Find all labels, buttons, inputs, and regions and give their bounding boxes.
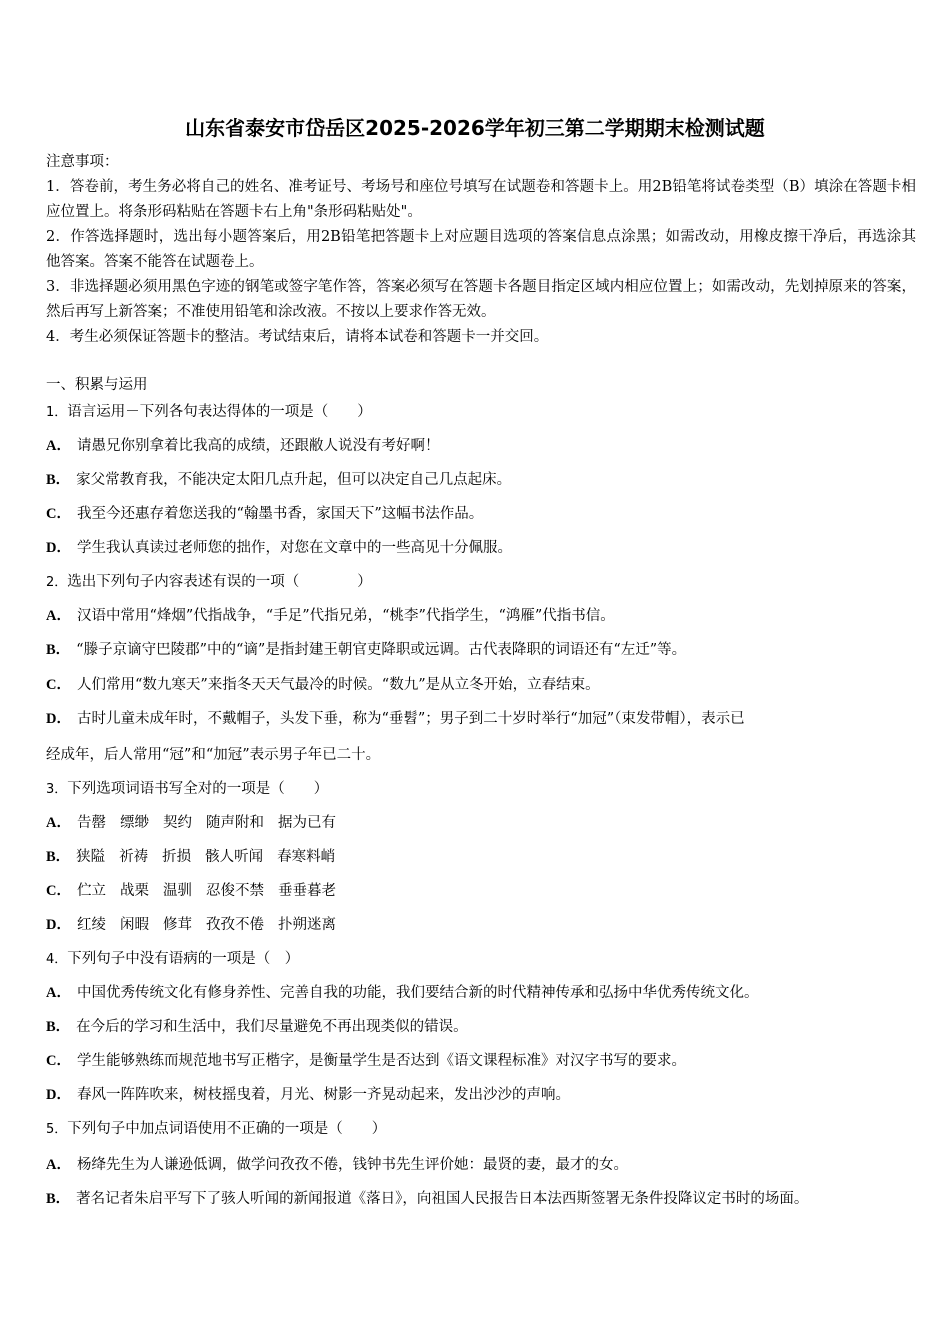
question-2-option-d-continued: 经成年，后人常用“冠”和“加冠”表示男子年已二十。	[46, 747, 381, 763]
question-number: 3．	[46, 782, 68, 797]
option-text: 著名记者朱启平写下了骇人听闻的新闻报道《落日》，向祖国人民报告日本法西斯签署无条件投降议定书时的场面。	[76, 1191, 809, 1207]
option-word: 契约	[162, 815, 192, 831]
question-2-option-d	[46, 707, 745, 728]
option-letter: D．	[46, 917, 71, 933]
section-heading: 一、积累与运用	[46, 377, 148, 393]
question-2-option-c	[46, 673, 600, 694]
question-4-option-a	[46, 981, 758, 1002]
option-letter: D．	[46, 711, 71, 727]
option-letter: D．	[46, 540, 71, 556]
question-5-stem	[46, 1117, 386, 1138]
option-letter: C．	[46, 506, 71, 522]
question-text: 语言运用－下列各句表达得体的一项是（ ）	[67, 404, 372, 420]
option-text: 我至今还惠存着您送我的“翰墨书香，家国天下”这幅书法作品。	[76, 506, 484, 522]
question-1-option-d	[46, 536, 512, 557]
question-text: 下列选项词语书写全对的一项是（ ）	[67, 781, 329, 797]
question-4-stem	[46, 947, 299, 968]
option-word: 扑朔迷离	[277, 917, 336, 933]
question-3-option-b	[46, 845, 349, 866]
option-letter: B．	[46, 642, 71, 658]
question-2-option-a	[46, 604, 615, 625]
option-word: 据为已有	[277, 815, 336, 831]
question-text: 下列句子中加点词语使用不正确的一项是（ ）	[67, 1121, 387, 1137]
option-word: 伫立	[76, 883, 106, 899]
question-number: 5．	[46, 1122, 68, 1137]
question-3-option-d	[46, 913, 350, 934]
option-letter: D．	[46, 1087, 71, 1103]
option-word: 春寒料峭	[277, 849, 336, 865]
question-4-option-b	[46, 1015, 468, 1036]
option-text: 学生能够熟练而规范地书写正楷字，是衡量学生是否达到《语文课程标准》对汉字书写的要求。	[76, 1053, 686, 1069]
option-letter: A．	[46, 438, 71, 454]
question-5-option-a	[46, 1153, 628, 1174]
notes-item: 3．非选择题必须用黑色字迹的钢笔或签字笔作答，答案必须写在答题卡各题目指定区域内相应位置上；如需改动，先划掉原来的答案，然后再写上新答案；不准使用铅笔和涂改液。不按以上要求作答无效。	[46, 279, 916, 320]
question-2-stem	[46, 570, 372, 591]
option-text: 古时儿童未成年时，不戴帽子，头发下垂，称为“垂髫”；男子到二十岁时举行“加冠”（束发带帽），表示已	[76, 711, 745, 727]
notes-item: 1．答卷前，考生务必将自己的姓名、准考证号、考场号和座位号填写在试题卷和答题卡上。用2B铅笔将试卷类型（B）填涂在答题卡相应位置上。将条形码粘贴在答题卡右上角"条形码粘贴处"。	[46, 179, 916, 220]
option-word: 垂垂暮老	[277, 883, 336, 899]
question-1-option-c	[46, 502, 483, 523]
option-letter: C．	[46, 883, 71, 899]
option-word: 骸人听闻	[205, 849, 264, 865]
option-text: 家父常教育我，不能决定太阳几点升起，但可以决定自己几点起床。	[76, 472, 512, 488]
option-letter: A．	[46, 815, 71, 831]
option-word: 告罄	[76, 815, 106, 831]
option-letter: C．	[46, 677, 71, 693]
option-text: “滕子京谪守巴陵郡”中的“谪”是指封建王朝官吏降职或远调。古代表降职的词语还有“左迁”等。	[76, 642, 687, 658]
notes-heading: 注意事项：	[46, 154, 119, 170]
notes-item: 4．考生必须保证答题卡的整洁。考试结束后，请将本试卷和答题卡一并交回。	[46, 329, 549, 345]
option-word: 孜孜不倦	[205, 917, 264, 933]
page-title: 山东省泰安市岱岳区2025-2026学年初三第二学期期末检测试题	[185, 116, 765, 140]
question-1-option-a	[46, 434, 439, 455]
option-word: 忍俊不禁	[205, 883, 264, 899]
option-word: 红绫	[76, 917, 106, 933]
option-text: 在今后的学习和生活中，我们尽量避免不再出现类似的错误。	[76, 1019, 468, 1035]
option-text: 中国优秀传统文化有修身养性、完善自我的功能，我们要结合新的时代精神传承和弘扬中华优秀传统文化。	[76, 985, 759, 1001]
option-word: 折损	[162, 849, 192, 865]
question-5-option-b	[46, 1187, 808, 1208]
option-text: 汉语中常用“烽烟”代指战争，“手足”代指兄弟，“桃李”代指学生，“鸿雁”代指书信。	[76, 608, 615, 624]
option-word: 闲暇	[119, 917, 149, 933]
option-text: 杨绛先生为人谦逊低调，做学问孜孜不倦，钱钟书先生评价她：最贤的妻，最才的女。	[76, 1157, 628, 1173]
question-4-option-c	[46, 1049, 686, 1070]
option-letter: B．	[46, 472, 71, 488]
option-word: 祈祷	[119, 849, 149, 865]
question-number: 4．	[46, 952, 68, 967]
option-text: 春风一阵阵吹来，树枝摇曳着，月光、树影一齐晃动起来，发出沙沙的声响。	[76, 1087, 570, 1103]
notes-item: 2．作答选择题时，选出每小题答案后，用2B铅笔把答题卡上对应题目选项的答案信息点涂黑；如需改动，用橡皮擦干净后，再选涂其他答案。答案不能答在试题卷上。	[46, 229, 916, 270]
question-3-option-c	[46, 879, 350, 900]
option-letter: C．	[46, 1053, 71, 1069]
question-3-stem	[46, 777, 328, 798]
question-number: 2．	[46, 575, 68, 590]
option-word: 随声附和	[205, 815, 264, 831]
question-text: 选出下列句子内容表述有误的一项（ ）	[67, 574, 372, 590]
notes-block	[46, 150, 916, 350]
option-letter: B．	[46, 1019, 71, 1035]
question-number: 1．	[46, 405, 68, 420]
option-text: 学生我认真读过老师您的拙作，对您在文章中的一些高见十分佩服。	[76, 540, 512, 556]
question-1-option-b	[46, 468, 511, 489]
question-text: 下列句子中没有语病的一项是（ ）	[67, 951, 300, 967]
option-text: 人们常用“数九寒天”来指冬天天气最冷的时候。“数九”是从立冬开始，立春结束。	[76, 677, 600, 693]
option-word: 战栗	[119, 883, 149, 899]
option-letter: A．	[46, 1157, 71, 1173]
option-word: 缥缈	[119, 815, 149, 831]
option-text: 请愚兄你别拿着比我高的成绩，还跟敝人说没有考好啊！	[76, 438, 440, 454]
option-letter: A．	[46, 985, 71, 1001]
option-word: 狭隘	[76, 849, 106, 865]
option-word: 温驯	[162, 883, 192, 899]
question-4-option-d	[46, 1083, 570, 1104]
option-word: 修茸	[162, 917, 192, 933]
question-3-option-a	[46, 811, 350, 832]
option-letter: B．	[46, 849, 71, 865]
question-2-option-b	[46, 638, 686, 659]
option-letter: A．	[46, 608, 71, 624]
question-1-stem	[46, 400, 372, 421]
option-letter: B．	[46, 1191, 71, 1207]
